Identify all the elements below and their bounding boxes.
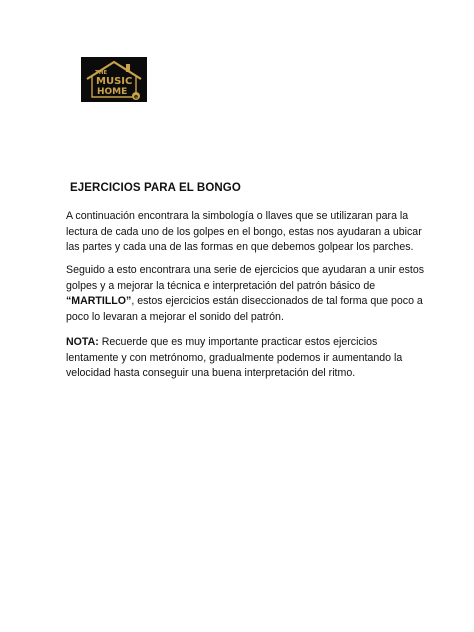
paragraph-line-rest: , estos ejercicios están diseccionados de tal forma que poco a [131, 295, 423, 308]
page-title: EJERCICIOS PARA EL BONGO [70, 182, 241, 194]
the-music-home-logo [81, 57, 147, 102]
paragraph-line: Seguido a esto encontrara una serie de ejercicios que ayudaran a unir estos [66, 264, 425, 276]
martillo-emphasis: “MARTILLO” [66, 295, 132, 308]
paragraph-line: poco lo levaran a mejorar el sonido del patrón. [66, 310, 284, 323]
paragraph-line: lentamente y con metrónomo, gradualmente podemos ir aumentando la [66, 351, 403, 364]
paragraph-line: las partes y cada una de las formas en que debemos golpear los parches. [66, 241, 414, 254]
paragraph-intro [66, 209, 422, 256]
paragraph-note [66, 335, 412, 382]
note-label: NOTA: [66, 336, 99, 348]
house-logo-icon [81, 57, 147, 102]
paragraph-line [66, 294, 423, 310]
paragraph-line: lectura de cada uno de los golpes en el bongo, estas nos ayudaran a ubicar [66, 225, 422, 238]
paragraph-line: velocidad hasta conseguir una buena interpretación del ritmo. [66, 367, 356, 380]
logo-text-home: HOME [97, 87, 128, 97]
paragraph-line-rest: Recuerde que es muy importante practicar estos ejercicios [98, 336, 378, 348]
paragraph-line: A continuación encontrara la simbología o llaves que se utilizaran para la [66, 210, 409, 222]
paragraph-line [66, 335, 412, 351]
logo-text-music: MUSIC [96, 76, 133, 87]
paragraph-line: golpes y a mejorar la técnica e interpretación del patrón básico de [66, 279, 376, 292]
paragraph-exercises [66, 263, 425, 325]
logo-badge-letter: e [134, 93, 139, 101]
logo-chimney [126, 64, 130, 72]
logo-text-the: THE [95, 70, 108, 76]
